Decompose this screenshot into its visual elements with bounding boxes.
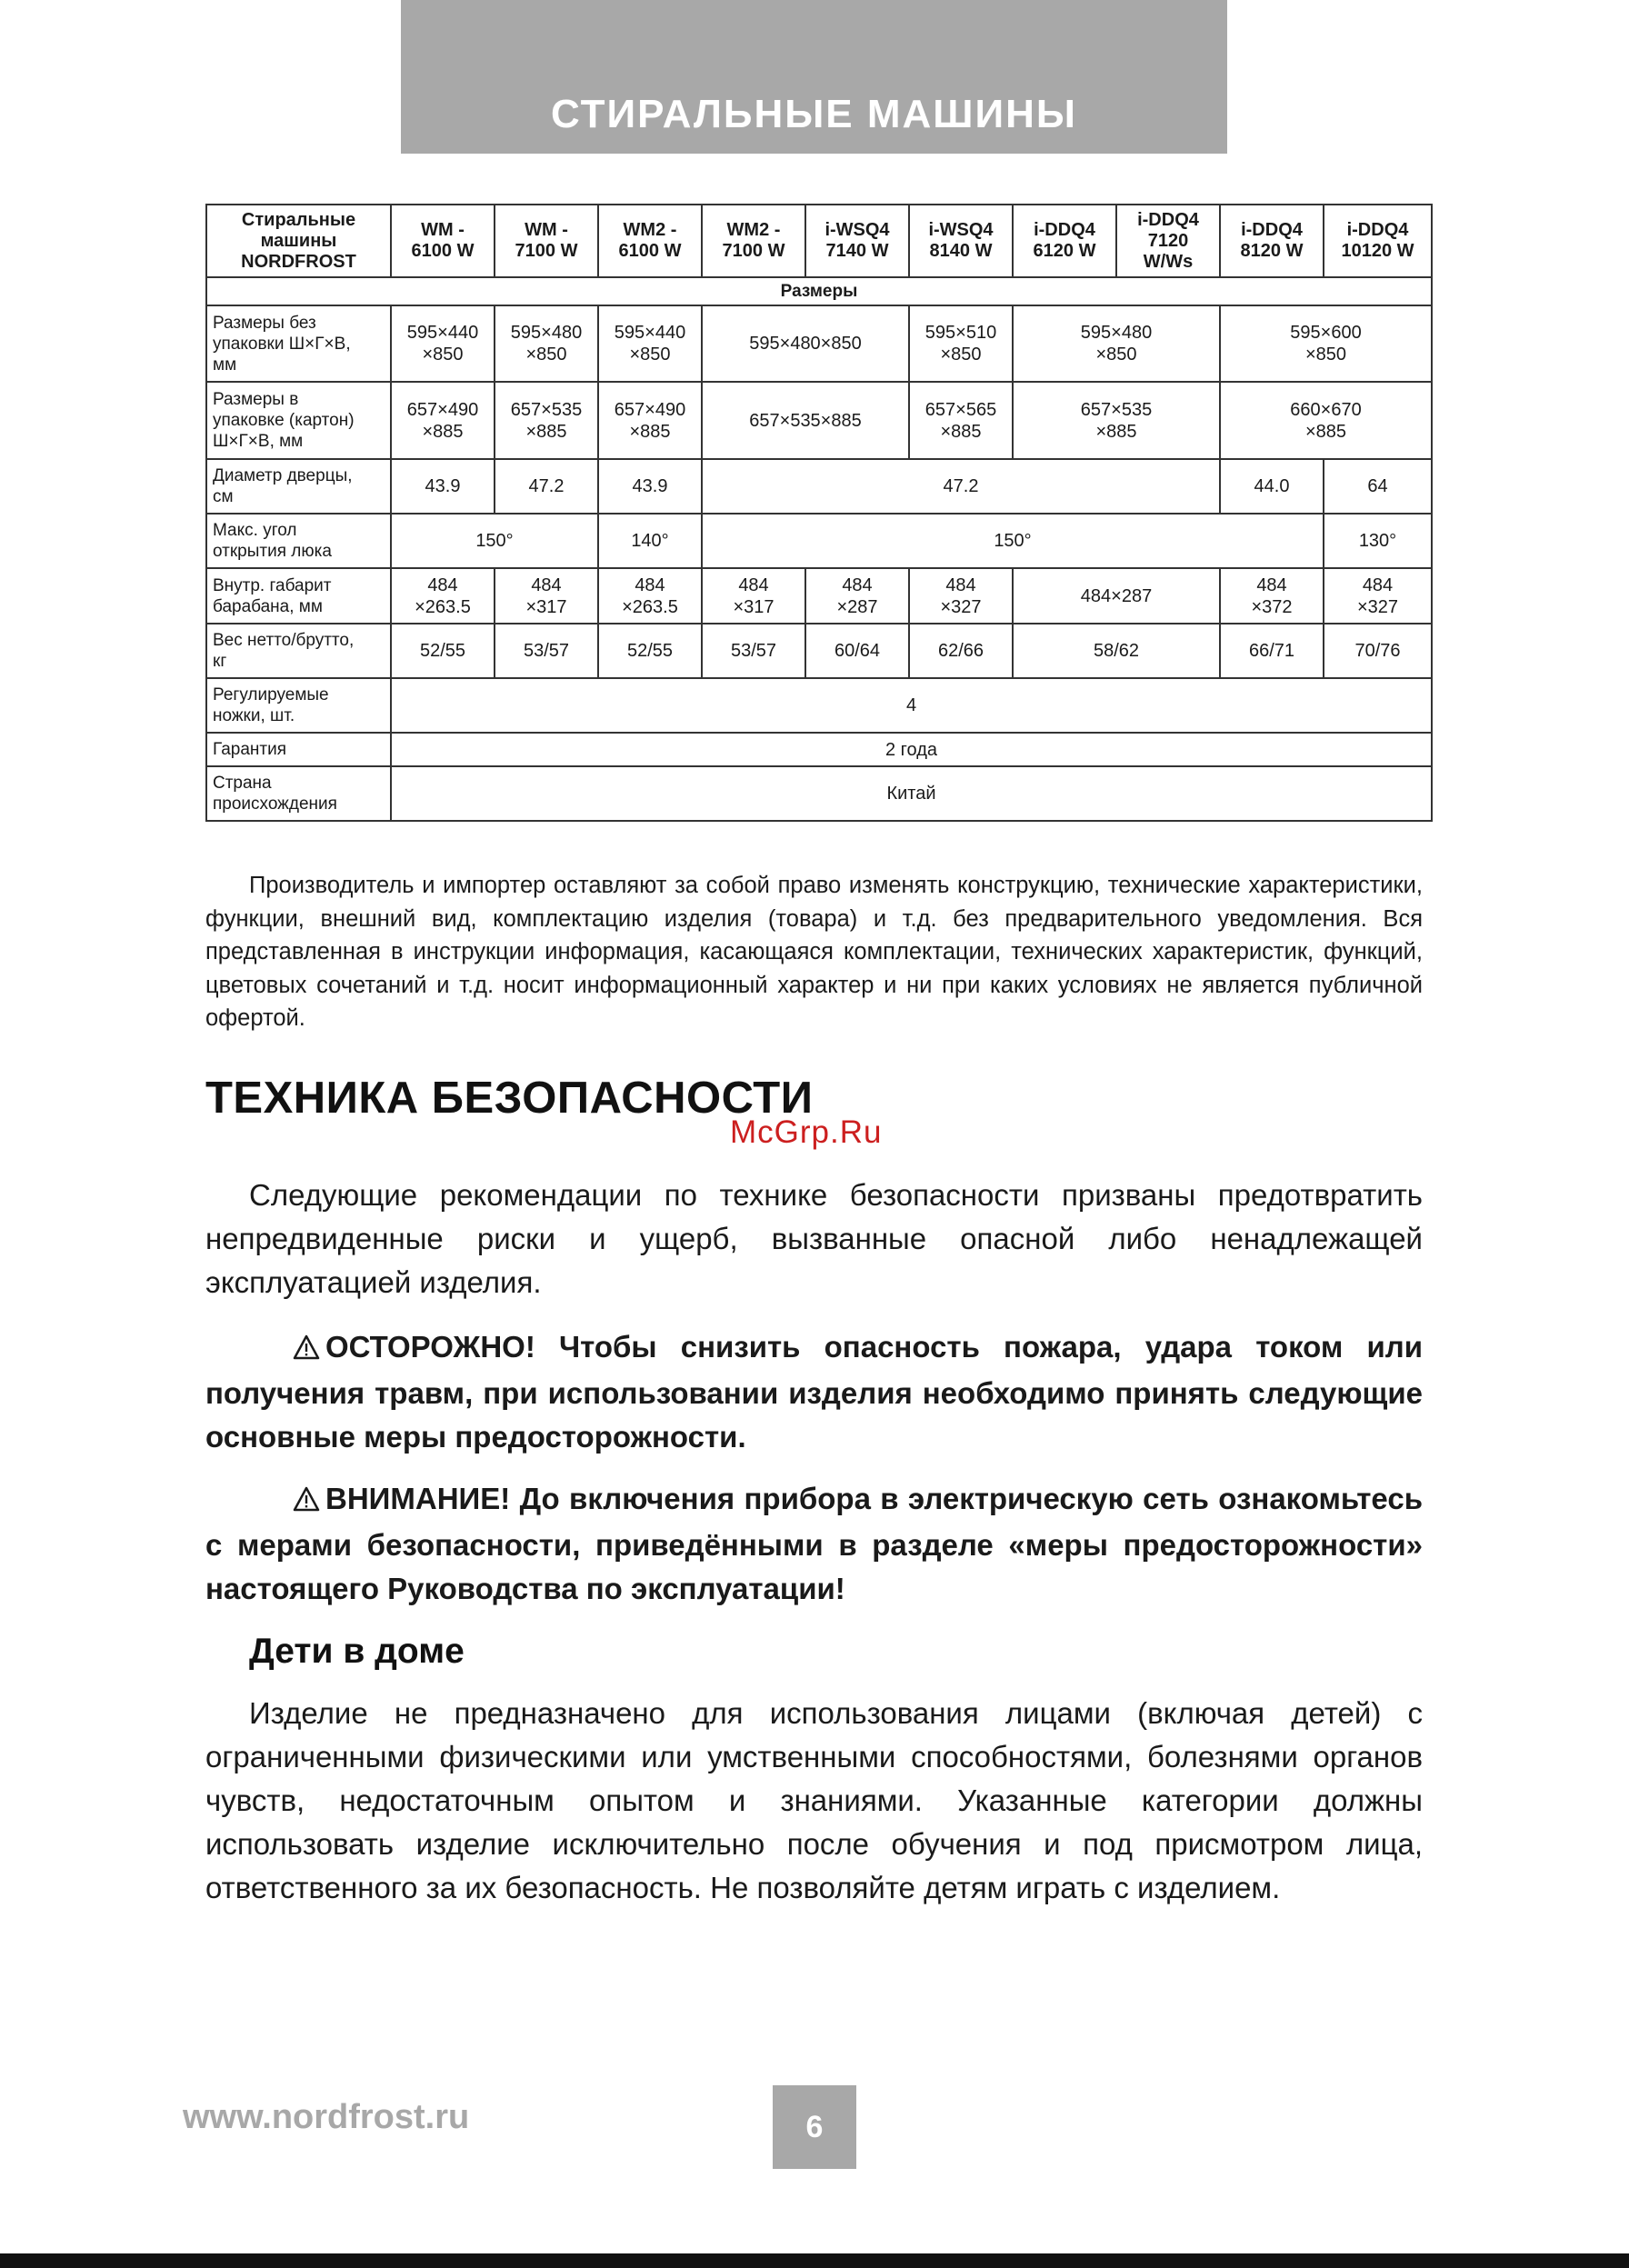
header-cell: WM2 - 6100 W [598, 205, 702, 277]
section-title: Размеры [206, 277, 1432, 305]
table-cell: 62/66 [909, 624, 1013, 678]
table-cell: Китай [391, 766, 1432, 821]
header-cell: WM - 7100 W [495, 205, 598, 277]
table-cell: 64 [1324, 459, 1432, 514]
table-cell: 660×670 ×885 [1220, 382, 1432, 459]
table-cell: 70/76 [1324, 624, 1432, 678]
specs-table [205, 204, 1433, 822]
table-cell: 657×490 ×885 [598, 382, 702, 459]
bottom-rule [0, 2253, 1629, 2268]
table-row [206, 514, 1432, 568]
safety-heading: ТЕХНИКА БЕЗОПАСНОСТИ [205, 1074, 814, 1123]
children-heading: Дети в доме [249, 1632, 465, 1671]
table-cell: 47.2 [702, 459, 1220, 514]
caution-paragraph [205, 1325, 1423, 1459]
header-cell: i-DDQ4 7120 W/Ws [1116, 205, 1220, 277]
table-cell: 595×600 ×850 [1220, 305, 1432, 382]
table-cell: 595×440 ×850 [598, 305, 702, 382]
table-section-row [206, 277, 1432, 305]
row-label: Диаметр дверцы, см [206, 459, 391, 514]
table-cell: 595×440 ×850 [391, 305, 495, 382]
table-cell: 66/71 [1220, 624, 1324, 678]
table-cell: 484 ×317 [702, 568, 805, 624]
table-row [206, 305, 1432, 382]
header-cell: Стиральные машины NORDFROST [206, 205, 391, 277]
table-cell: 595×480 ×850 [1013, 305, 1220, 382]
table-cell: 595×480×850 [702, 305, 909, 382]
table-cell: 657×535 ×885 [495, 382, 598, 459]
table-row [206, 766, 1432, 821]
header-cell: i-DDQ4 10120 W [1324, 205, 1432, 277]
table-cell: 130° [1324, 514, 1432, 568]
table-cell: 53/57 [495, 624, 598, 678]
table-cell: 484×287 [1013, 568, 1220, 624]
attention-paragraph [205, 1477, 1423, 1611]
row-label: Макс. угол открытия люка [206, 514, 391, 568]
row-label: Гарантия [206, 733, 391, 766]
table-row [206, 382, 1432, 459]
attention-text: ВНИМАНИЕ! До включения прибора в электрическую сеть ознакомьтесь с мерами безопасности, приведёнными в разделе «меры предосторожности» настоящего Руководства по эксплуатации! [205, 1482, 1423, 1605]
row-label: Внутр. габарит барабана, мм [206, 568, 391, 624]
header-cell: WM - 6100 W [391, 205, 495, 277]
table-cell: 484 ×317 [495, 568, 598, 624]
header-cell: i-DDQ4 6120 W [1013, 205, 1116, 277]
table-cell: 595×480 ×850 [495, 305, 598, 382]
table-cell: 484 ×263.5 [598, 568, 702, 624]
table-cell: 657×490 ×885 [391, 382, 495, 459]
footer-url: www.nordfrost.ru [183, 2098, 470, 2136]
safety-intro-paragraph: Следующие рекомендации по технике безопасности призваны предотвратить непредвиденные риски и ущерб, вызванные опасной либо ненадлежащей эксплуатацией изделия. [205, 1178, 1423, 1299]
table-cell: 52/55 [391, 624, 495, 678]
page-number: 6 [773, 2085, 856, 2169]
header-cell: i-WSQ4 8140 W [909, 205, 1013, 277]
table-row [206, 624, 1432, 678]
table-row [206, 733, 1432, 766]
table-cell: 47.2 [495, 459, 598, 514]
table-cell: 657×565 ×885 [909, 382, 1013, 459]
table-cell: 140° [598, 514, 702, 568]
table-header-row [206, 205, 1432, 277]
table-cell: 150° [702, 514, 1324, 568]
warning-triangle-icon [249, 1480, 320, 1524]
table-cell: 484 ×372 [1220, 568, 1324, 624]
table-cell: 150° [391, 514, 598, 568]
row-label: Размеры без упаковки Ш×Г×В, мм [206, 305, 391, 382]
table-cell: 2 года [391, 733, 1432, 766]
warning-triangle-icon [249, 1328, 320, 1372]
table-cell: 484 ×287 [805, 568, 909, 624]
table-row [206, 459, 1432, 514]
table-cell: 484 ×327 [909, 568, 1013, 624]
table-cell: 43.9 [391, 459, 495, 514]
header-cell: i-DDQ4 8120 W [1220, 205, 1324, 277]
watermark-text: McGrp.Ru [730, 1114, 883, 1150]
header-cell: WM2 - 7100 W [702, 205, 805, 277]
header-cell: i-WSQ4 7140 W [805, 205, 909, 277]
caution-text: ОСТОРОЖНО! Чтобы снизить опасность пожара, удара током или получения травм, при использовании изделия необходимо принять следующие основные меры предосторожности. [205, 1330, 1423, 1454]
table-cell: 595×510 ×850 [909, 305, 1013, 382]
table-cell: 657×535 ×885 [1013, 382, 1220, 459]
table-cell: 4 [391, 678, 1432, 733]
disclaimer-paragraph: Производитель и импортер оставляют за собой право изменять конструкцию, технические характеристики, функции, внешний вид, комплектацию изделия (товара) и т.д. без предварительного уведомления. Вся представленная в инструкции информация, касающаяся комплектации, технических характеристик, функций, цветовых сочетаний и т.д. носит информационный характер и ни при каких условиях не является публичной офертой. [205, 873, 1423, 1031]
table-row [206, 678, 1432, 733]
table-cell: 52/55 [598, 624, 702, 678]
row-label: Вес нетто/брутто, кг [206, 624, 391, 678]
table-cell: 657×535×885 [702, 382, 909, 459]
table-cell: 484 ×263.5 [391, 568, 495, 624]
table-cell: 60/64 [805, 624, 909, 678]
row-label: Регулируемые ножки, шт. [206, 678, 391, 733]
section-banner [401, 0, 1227, 154]
children-paragraph: Изделие не предназначено для использования лицами (включая детей) с ограниченными физическими или умственными способностями, болезнями органов чувств, недостаточным опытом и знаниями. Указанные категории должны использовать изделие исключительно после обучения и под присмотром лица, ответственного за их безопасность. Не позволяйте детям играть с изделием. [205, 1696, 1423, 1904]
table-cell: 53/57 [702, 624, 805, 678]
banner-title: СТИРАЛЬНЫЕ МАШИНЫ [550, 92, 1077, 136]
table-cell: 58/62 [1013, 624, 1220, 678]
row-label: Размеры в упаковке (картон) Ш×Г×В, мм [206, 382, 391, 459]
table-cell: 484 ×327 [1324, 568, 1432, 624]
table-row [206, 568, 1432, 624]
row-label: Страна происхождения [206, 766, 391, 821]
table-cell: 43.9 [598, 459, 702, 514]
table-cell: 44.0 [1220, 459, 1324, 514]
